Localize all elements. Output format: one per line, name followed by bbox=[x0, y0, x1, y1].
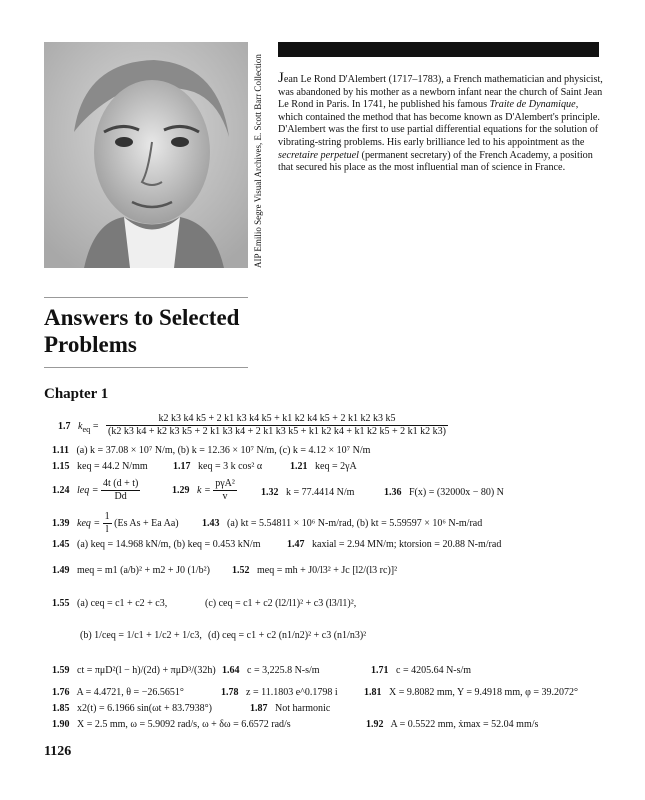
answer-1-55c bbox=[205, 598, 356, 610]
answer-1-11-text: (a) k = 37.08 × 10⁷ N/m, (b) k = 12.36 × 10⁷ N/m, (c) k = 4.12 × 10⁷ N/m bbox=[76, 445, 371, 456]
answer-1-36-text: F(x) = (32000x − 80) N bbox=[409, 487, 504, 498]
answer-number: 1.78 bbox=[221, 687, 239, 698]
answer-number: 1.49 bbox=[52, 565, 70, 576]
answer-1-55c-text: (c) ceq = c1 + c2 (l2/l1)² + c3 (l3/l1)², bbox=[205, 598, 357, 609]
photo-credit: AIP Emilio Segre Visual Archives, E. Scott Barr Collection bbox=[253, 54, 263, 268]
biography-paragraph bbox=[278, 70, 604, 175]
answer-1-7-lhs-sub: eq bbox=[82, 425, 91, 434]
answer-1-39-numerator: 1 bbox=[104, 511, 110, 522]
answer-1-49 bbox=[52, 565, 210, 577]
answer-1-39-denominator: l bbox=[105, 524, 109, 535]
bio-role: secretaire perpetuel bbox=[278, 149, 359, 161]
answer-number: 1.36 bbox=[384, 487, 402, 498]
answer-number: 1.11 bbox=[52, 445, 69, 456]
answer-1-32 bbox=[261, 487, 354, 499]
answer-1-78 bbox=[221, 687, 338, 699]
answer-1-52 bbox=[232, 565, 397, 577]
bio-text-mid: , which contained the method that has become known as D'Alembert's principle. D'Alembert was the first to use partial differential equations for the solution of vibrating-string problems. His early brilliance led to his appointment as the bbox=[278, 99, 600, 148]
answer-number: 1.52 bbox=[232, 565, 250, 576]
answer-1-7-lhs: k bbox=[78, 421, 83, 432]
answer-number: 1.81 bbox=[364, 687, 382, 698]
answer-1-15-text: keq = 44.2 N/mm bbox=[77, 461, 148, 472]
answer-1-81-text: X = 9.8082 mm, Y = 9.4918 mm, φ = 39.2072° bbox=[389, 687, 579, 698]
answer-number: 1.21 bbox=[290, 461, 308, 472]
title-rule-top bbox=[44, 297, 248, 298]
answer-1-55b bbox=[80, 630, 202, 642]
bio-book-title: Traite de Dynamique bbox=[489, 99, 576, 111]
answer-number: 1.32 bbox=[261, 487, 279, 498]
answer-1-45-text: (a) keq = 14.968 kN/m, (b) keq = 0.453 kN/m bbox=[77, 539, 261, 550]
answer-1-24-denominator: Dd bbox=[114, 491, 127, 502]
answer-1-64-text: c = 3,225.8 N-s/m bbox=[247, 665, 320, 676]
answer-1-71-text: c = 4205.64 N-s/m bbox=[396, 665, 472, 676]
answer-1-55a bbox=[52, 598, 167, 610]
answer-1-78-text: z = 11.1803 e^0.1798 i bbox=[246, 687, 338, 698]
drop-cap: J bbox=[278, 70, 284, 86]
answer-number: 1.55 bbox=[52, 598, 70, 609]
answer-1-92 bbox=[366, 719, 538, 731]
answer-1-92-text: A = 0.5522 mm, ẋmax = 52.04 mm/s bbox=[390, 719, 539, 730]
answer-number: 1.64 bbox=[222, 665, 240, 676]
answer-1-7-denominator: (k2 k3 k4 + k2 k3 k5 + 2 k1 k3 k4 + 2 k1 k3 k5 + k1 k2 k4 + k1 k2 k5 + 2 k1 k2 k3) bbox=[108, 426, 446, 437]
answer-1-90-text: X = 2.5 mm, ω = 5.9092 rad/s, ω + δω = 6.6572 rad/s bbox=[77, 719, 291, 730]
answer-number: 1.76 bbox=[52, 687, 70, 698]
answer-1-24-lhs: leq = bbox=[77, 484, 99, 496]
answer-1-43 bbox=[202, 518, 482, 530]
answer-1-24 bbox=[52, 478, 140, 503]
answer-1-55a-text: (a) ceq = c1 + c2 + c3, bbox=[77, 598, 168, 609]
page-number: 1126 bbox=[44, 744, 72, 759]
answer-1-29-numerator: pγA² bbox=[215, 478, 235, 489]
answer-number: 1.59 bbox=[52, 665, 70, 676]
answer-1-7 bbox=[58, 421, 98, 436]
bio-text-start: ean Le Rond D'Alembert (1717–1783), a French mathematician and physicist, was abandoned by his mother as a newborn infant near the church of Saint Jean Le Rond in Paris. In 1741, he published his famous bbox=[278, 74, 603, 111]
answer-1-17-text: keq = 3 k cos² α bbox=[198, 461, 263, 472]
answer-1-71 bbox=[371, 665, 471, 677]
answer-1-87-text: Not harmonic bbox=[275, 703, 331, 714]
answer-1-59-text: ct = πμD²(l − h)/(2d) + πμD³/(32h) bbox=[77, 665, 216, 676]
answer-number: 1.87 bbox=[250, 703, 268, 714]
header-bar bbox=[278, 42, 599, 57]
answer-1-47-text: kaxial = 2.94 MN/m; ktorsion = 20.88 N-m/rad bbox=[312, 539, 502, 550]
answer-1-29 bbox=[172, 478, 237, 503]
answer-number: 1.15 bbox=[52, 461, 70, 472]
answer-1-85-text: x2(t) = 6.1966 sin(ωt + 83.7938°) bbox=[77, 703, 212, 714]
answer-1-29-denominator: v bbox=[222, 491, 228, 502]
title-rule-bottom bbox=[44, 367, 248, 368]
section-title bbox=[44, 304, 239, 358]
answer-number: 1.45 bbox=[52, 539, 70, 550]
answer-number: 1.39 bbox=[52, 517, 70, 529]
answer-1-7-fraction bbox=[106, 413, 448, 438]
answer-1-59 bbox=[52, 665, 216, 677]
answer-1-7-numerator: k2 k3 k4 k5 + 2 k1 k3 k4 k5 + k1 k2 k4 k5 + 2 k1 k2 k3 k5 bbox=[106, 413, 448, 426]
answer-1-52-text: meq = mh + J0/l3² + Jc [l2/(l3 rc)]² bbox=[257, 565, 398, 576]
answer-1-21 bbox=[290, 461, 357, 473]
answer-1-36 bbox=[384, 487, 504, 499]
answer-1-32-text: k = 77.4414 N/m bbox=[286, 487, 355, 498]
answer-number: 1.29 bbox=[172, 484, 190, 496]
answer-number: 1.43 bbox=[202, 518, 220, 529]
answer-1-39-lhs: keq = bbox=[77, 517, 101, 529]
portrait-illustration bbox=[44, 42, 248, 268]
answer-1-85 bbox=[52, 703, 212, 715]
answer-1-90 bbox=[52, 719, 291, 731]
answer-number: 1.92 bbox=[366, 719, 384, 730]
answer-1-81 bbox=[364, 687, 578, 699]
answer-1-24-numerator: 4t (d + t) bbox=[102, 478, 139, 489]
answer-number: 1.90 bbox=[52, 719, 70, 730]
answer-number: 1.85 bbox=[52, 703, 70, 714]
answer-number: 1.24 bbox=[52, 484, 70, 496]
answer-1-76-text: A = 4.4721, θ = −26.5651° bbox=[76, 687, 184, 698]
answer-1-87 bbox=[250, 703, 330, 715]
answer-1-64 bbox=[222, 665, 320, 677]
answer-number: 1.17 bbox=[173, 461, 191, 472]
title-line-1: Answers to Selected bbox=[44, 305, 240, 330]
answer-number: 1.47 bbox=[287, 539, 305, 550]
answer-1-55b-text: (b) 1/ceq = 1/c1 + 1/c2 + 1/c3, bbox=[80, 630, 202, 641]
answer-1-29-lhs: k = bbox=[197, 484, 211, 496]
answer-number: 1.7 bbox=[58, 421, 71, 432]
answer-1-17 bbox=[173, 461, 262, 473]
portrait-image bbox=[44, 42, 248, 268]
answer-1-43-text: (a) kt = 5.54811 × 10⁶ N-m/rad, (b) kt = 5.59597 × 10⁶ N-m/rad bbox=[227, 518, 483, 529]
answer-1-55d-text: (d) ceq = c1 + c2 (n1/n2)² + c3 (n1/n3)² bbox=[208, 630, 367, 641]
answer-1-39 bbox=[52, 511, 179, 536]
answer-1-11 bbox=[52, 445, 370, 457]
answer-1-29-fraction bbox=[213, 478, 237, 503]
answer-1-24-fraction bbox=[101, 478, 140, 503]
answer-1-47 bbox=[287, 539, 501, 551]
answer-1-45 bbox=[52, 539, 260, 551]
answer-1-76 bbox=[52, 687, 184, 699]
answer-1-49-text: meq = m1 (a/b)² + m2 + J0 (1/b²) bbox=[77, 565, 210, 576]
answer-1-39-rest: (Es As + Ea Aa) bbox=[114, 517, 179, 529]
answer-1-55d bbox=[208, 630, 366, 642]
chapter-heading: Chapter 1 bbox=[44, 386, 109, 402]
answer-1-7-equals: = bbox=[90, 421, 99, 432]
answer-1-39-fraction bbox=[103, 511, 112, 536]
bio-text-end: (permanent secretary) of the French Academy, a position that secured his place as the most influential man of science in France. bbox=[278, 149, 593, 174]
answer-number: 1.71 bbox=[371, 665, 389, 676]
title-line-2: Problems bbox=[44, 332, 137, 357]
answer-1-15 bbox=[52, 461, 148, 473]
answer-1-21-text: keq = 2γA bbox=[315, 461, 357, 472]
